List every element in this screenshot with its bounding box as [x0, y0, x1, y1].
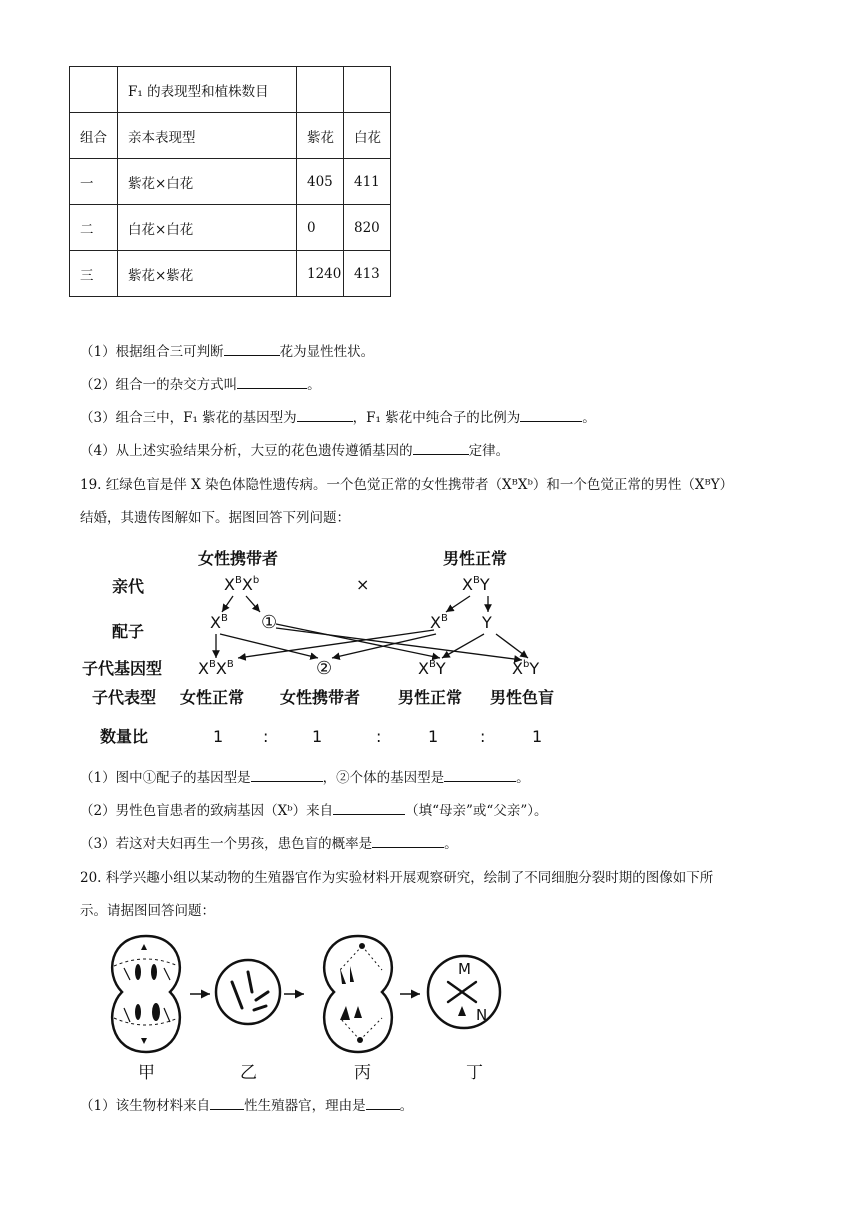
table-cell	[297, 67, 344, 113]
table-cell: 亲本表现型	[118, 113, 297, 159]
table-cell	[344, 67, 391, 113]
offspring-genotype-4	[512, 659, 539, 678]
cell-label-ding: 丁	[466, 1063, 483, 1083]
q20-item-1	[80, 1094, 413, 1114]
question-text: 花为显性性状。	[279, 344, 375, 360]
gamete-circle-1: ①	[261, 612, 278, 633]
phenotype-3: 男性正常	[398, 688, 463, 707]
q18-item-4	[80, 439, 509, 459]
male-normal-label: 男性正常	[443, 549, 508, 568]
mother-genotype	[224, 575, 259, 594]
table-cell: 一	[70, 159, 118, 205]
row-label-parent: 亲代	[112, 577, 145, 596]
table-cell: F₁ 的表现型和植株数目	[118, 67, 297, 113]
gamete-father-y: Y	[482, 613, 492, 632]
question-text: （4）从上述实验结果分析，大豆的花色遗传遵循基因的	[80, 443, 413, 459]
question-text: ，F₁ 紫花中纯合子的比例为	[352, 410, 521, 426]
table-row	[70, 205, 391, 251]
cell-yi	[216, 960, 280, 1024]
question-text: 。	[399, 1098, 414, 1114]
answer-blank[interactable]	[413, 440, 469, 455]
svg-text:XBXb: $X^BX^b$	[224, 575, 260, 594]
question-text: 红绿色盲是伴 X 染色体隐性遗传病。一个色觉正常的女性携带者（XᴮXᵇ）和一个色觉正常的男性（XᴮY）	[105, 477, 734, 493]
table-cell: 三	[70, 251, 118, 297]
cross-symbol: ×	[356, 575, 370, 594]
phenotype-2: 女性携带者	[280, 688, 361, 707]
question-text: （1）根据组合三可判断	[80, 344, 224, 360]
table-cell: 1240	[297, 251, 344, 297]
svg-text:XBY: $X^BY$	[462, 575, 490, 594]
q19-item-2	[80, 799, 547, 819]
answer-blank[interactable]	[444, 767, 516, 782]
answer-blank[interactable]	[366, 1095, 400, 1110]
question-text: 。	[582, 410, 596, 426]
q19-item-3	[80, 832, 458, 852]
question-text: （2）男性色盲患者的致病基因（Xᵇ）来自	[80, 803, 334, 819]
ratio-colon: :	[480, 727, 486, 746]
ratio-colon: :	[376, 727, 382, 746]
ratio-value-3: 1	[428, 727, 439, 746]
question-text: 科学兴趣小组以某动物的生殖器官作为实验材料开展观察研究，绘制了不同细胞分裂时期的图像如下所	[105, 870, 714, 886]
table-cell: 二	[70, 205, 118, 251]
phenotype-1: 女性正常	[180, 688, 245, 707]
question-number: 19.	[80, 477, 102, 493]
cell-ding	[428, 956, 500, 1028]
table-cell: 组合	[70, 113, 118, 159]
offspring-circle-2: ②	[316, 658, 333, 679]
female-carrier-label: 女性携带者	[198, 549, 279, 568]
answer-blank[interactable]	[237, 374, 307, 389]
table-cell: 白花×白花	[118, 205, 297, 251]
ratio-value-1: 1	[213, 727, 224, 746]
q19-item-1	[80, 766, 530, 786]
ratio-value-4: 1	[532, 727, 543, 746]
table-row	[70, 251, 391, 297]
cell-label-jia: 甲	[138, 1063, 155, 1083]
svg-text:XbY: $X^bY$	[512, 659, 540, 678]
question-text: （填“母亲”或“父亲”）。	[405, 803, 548, 819]
chromosome-label-m: M	[458, 960, 471, 978]
cell-label-yi: 乙	[240, 1063, 257, 1083]
question-text: 。	[444, 836, 458, 852]
svg-text:XBY: $X^BY$	[418, 659, 446, 678]
row-label-gamete: 配子	[112, 622, 145, 641]
cell-label-bing: 丙	[354, 1063, 371, 1083]
answer-blank[interactable]	[210, 1095, 244, 1110]
svg-text:XB: $X^B$	[430, 613, 448, 632]
table-cell	[70, 67, 118, 113]
table-cell: 820	[344, 205, 391, 251]
question-text: （1）该生物材料来自	[80, 1098, 211, 1114]
question-text: 示。请据图回答问题：	[80, 903, 215, 919]
offspring-genotype-3	[418, 659, 446, 678]
question-text: （3）组合三中，F₁ 紫花的基因型为	[80, 410, 297, 426]
offspring-genotype-1	[198, 659, 234, 678]
table-cell: 405	[297, 159, 344, 205]
question-text: ，②个体的基因型是	[322, 770, 445, 786]
q18-item-2	[80, 373, 321, 393]
answer-blank[interactable]	[372, 833, 444, 848]
answer-blank[interactable]	[224, 341, 280, 356]
row-label-phenotype: 子代表型	[92, 688, 157, 707]
ratio-colon: :	[263, 727, 269, 746]
table-cell: 紫花	[297, 113, 344, 159]
question-text: （2）组合一的杂交方式叫	[80, 377, 238, 393]
table-cell: 411	[344, 159, 391, 205]
q18-item-3	[80, 406, 596, 426]
cross-results-table	[69, 66, 391, 297]
ratio-value-2: 1	[312, 727, 323, 746]
row-label-ratio: 数量比	[100, 727, 149, 746]
answer-blank[interactable]	[297, 407, 353, 422]
question-text: 。	[307, 377, 321, 393]
question-text: 结婚，其遗传图解如下。据图回答下列问题：	[80, 510, 350, 526]
table-cell: 紫花×紫花	[118, 251, 297, 297]
q18-item-1	[80, 340, 374, 360]
answer-blank[interactable]	[333, 800, 405, 815]
table-row	[70, 67, 391, 113]
q19-stem-line-2	[80, 506, 350, 526]
question-number: 20.	[80, 870, 102, 886]
q19-stem-line-1	[80, 473, 733, 493]
table-cell: 白花	[344, 113, 391, 159]
question-text: （1）图中①配子的基因型是	[80, 770, 251, 786]
cell-bing	[324, 936, 392, 1052]
answer-blank[interactable]	[520, 407, 582, 422]
gamete-father-xb	[430, 613, 448, 632]
table-row	[70, 113, 391, 159]
gamete-mother-xb	[210, 613, 228, 632]
cell-jia	[112, 936, 180, 1052]
genetics-cross-diagram	[70, 540, 590, 760]
table-cell: 0	[297, 205, 344, 251]
question-text: 定律。	[468, 443, 510, 459]
question-text: （3）若这对夫妇再生一个男孩，患色盲的概率是	[80, 836, 373, 852]
cell-division-diagram	[100, 930, 520, 1086]
phenotype-4: 男性色盲	[490, 688, 555, 707]
answer-blank[interactable]	[251, 767, 323, 782]
table-cell: 紫花×白花	[118, 159, 297, 205]
q20-stem-line-1	[80, 866, 713, 886]
table-row	[70, 159, 391, 205]
q20-stem-line-2	[80, 899, 215, 919]
svg-text:XB: $X^B$	[210, 613, 228, 632]
svg-text:XBXB: $X^BX^B$	[198, 659, 234, 678]
chromosome-label-n: N	[476, 1006, 488, 1024]
question-text: 。	[516, 770, 530, 786]
father-genotype	[462, 575, 490, 594]
table-cell: 413	[344, 251, 391, 297]
question-text: 性生殖器官，理由是	[244, 1098, 366, 1114]
row-label-genotype: 子代基因型	[82, 659, 163, 678]
